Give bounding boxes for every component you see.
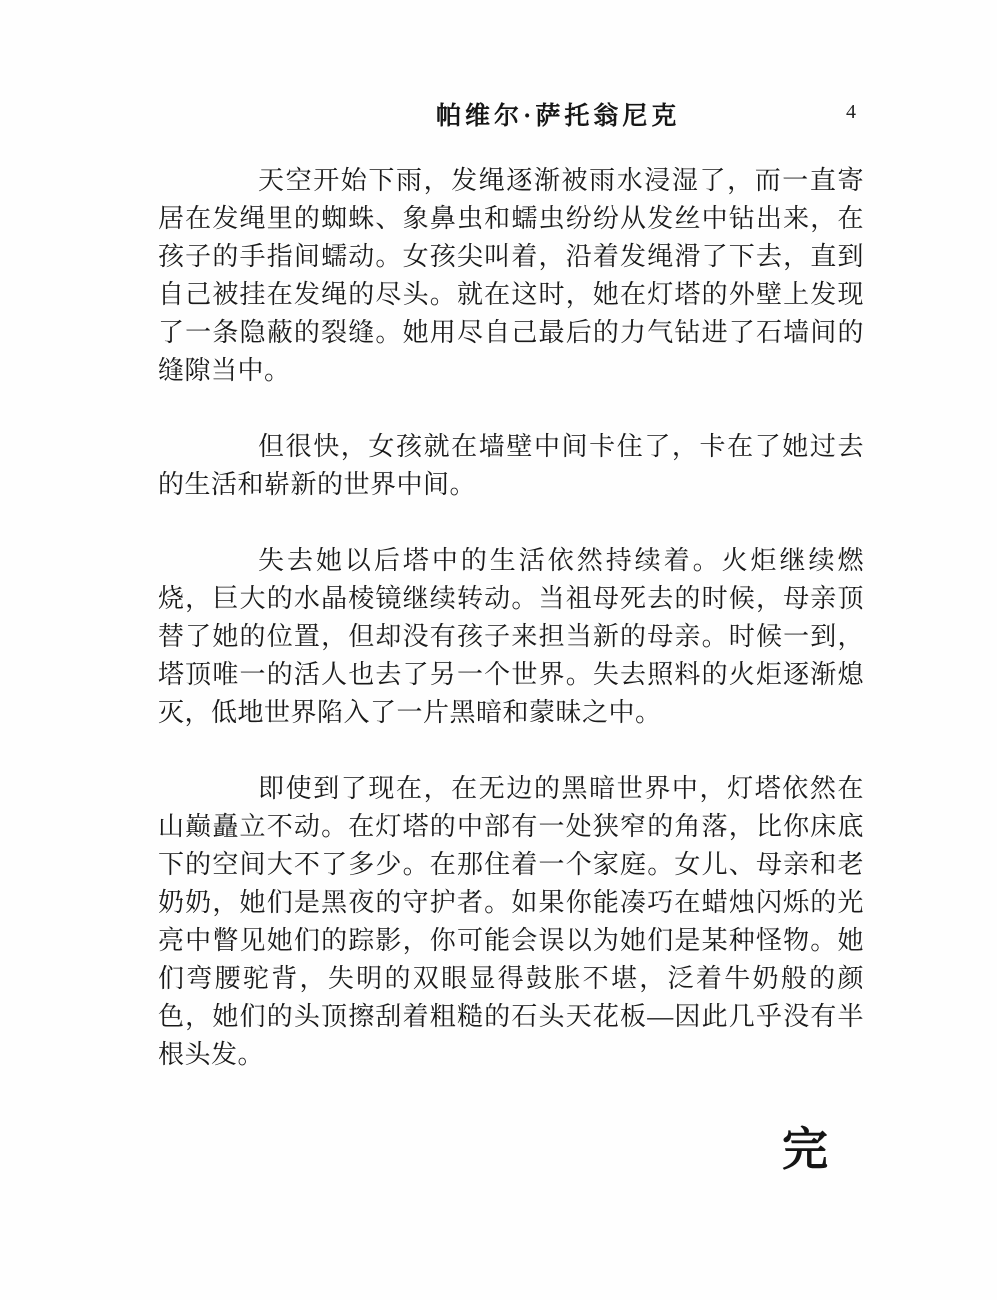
running-title-author: 帕维尔·萨托翁尼克 (436, 103, 681, 130)
page-number: 4 (846, 101, 856, 123)
paragraph-2: 但很快，女孩就在墙壁中间卡住了，卡在了她过去的生活和崭新的世界中间。 (158, 432, 864, 499)
paragraph-1: 天空开始下雨，发绳逐渐被雨水浸湿了，而一直寄居在发绳里的蜘蛛、象鼻虫和蠕虫纷纷从发丝中钻出来，在孩子的手指间蠕动。女孩尖叫着，沿着发绳滑了下去，直到自己被挂在发绳的尽头。就在这时，她在灯塔的外壁上发现了一条隐蔽的裂缝。她用尽自己最后的力气钻进了石墙间的缝隙当中。 (158, 166, 864, 385)
running-header (0, 96, 997, 136)
paragraph-3: 失去她以后塔中的生活依然持续着。火炬继续燃烧，巨大的水晶棱镜继续转动。当祖母死去的时候，母亲顶替了她的位置，但却没有孩子来担当新的母亲。时候一到，塔顶唯一的活人也去了另一个世界。失去照料的火炬逐渐熄灭，低地世界陷入了一片黑暗和蒙昧之中。 (158, 546, 864, 727)
paragraph-4: 即使到了现在，在无边的黑暗世界中，灯塔依然在山巅矗立不动。在灯塔的中部有一处狭窄的角落，比你床底下的空间大不了多少。在那住着一个家庭。女儿、母亲和老奶奶，她们是黑夜的守护者。如果你能凑巧在蜡烛闪烁的光亮中瞥见她们的踪影，你可能会误以为她们是某种怪物。她们弯腰驼背，失明的双眼显得鼓胀不堪，泛着牛奶般的颜色，她们的头顶擦刮着粗糙的石头天花板—因此几乎没有半根头发。 (158, 774, 864, 1069)
body-text (158, 162, 864, 1112)
end-mark: 完 (782, 1124, 828, 1175)
